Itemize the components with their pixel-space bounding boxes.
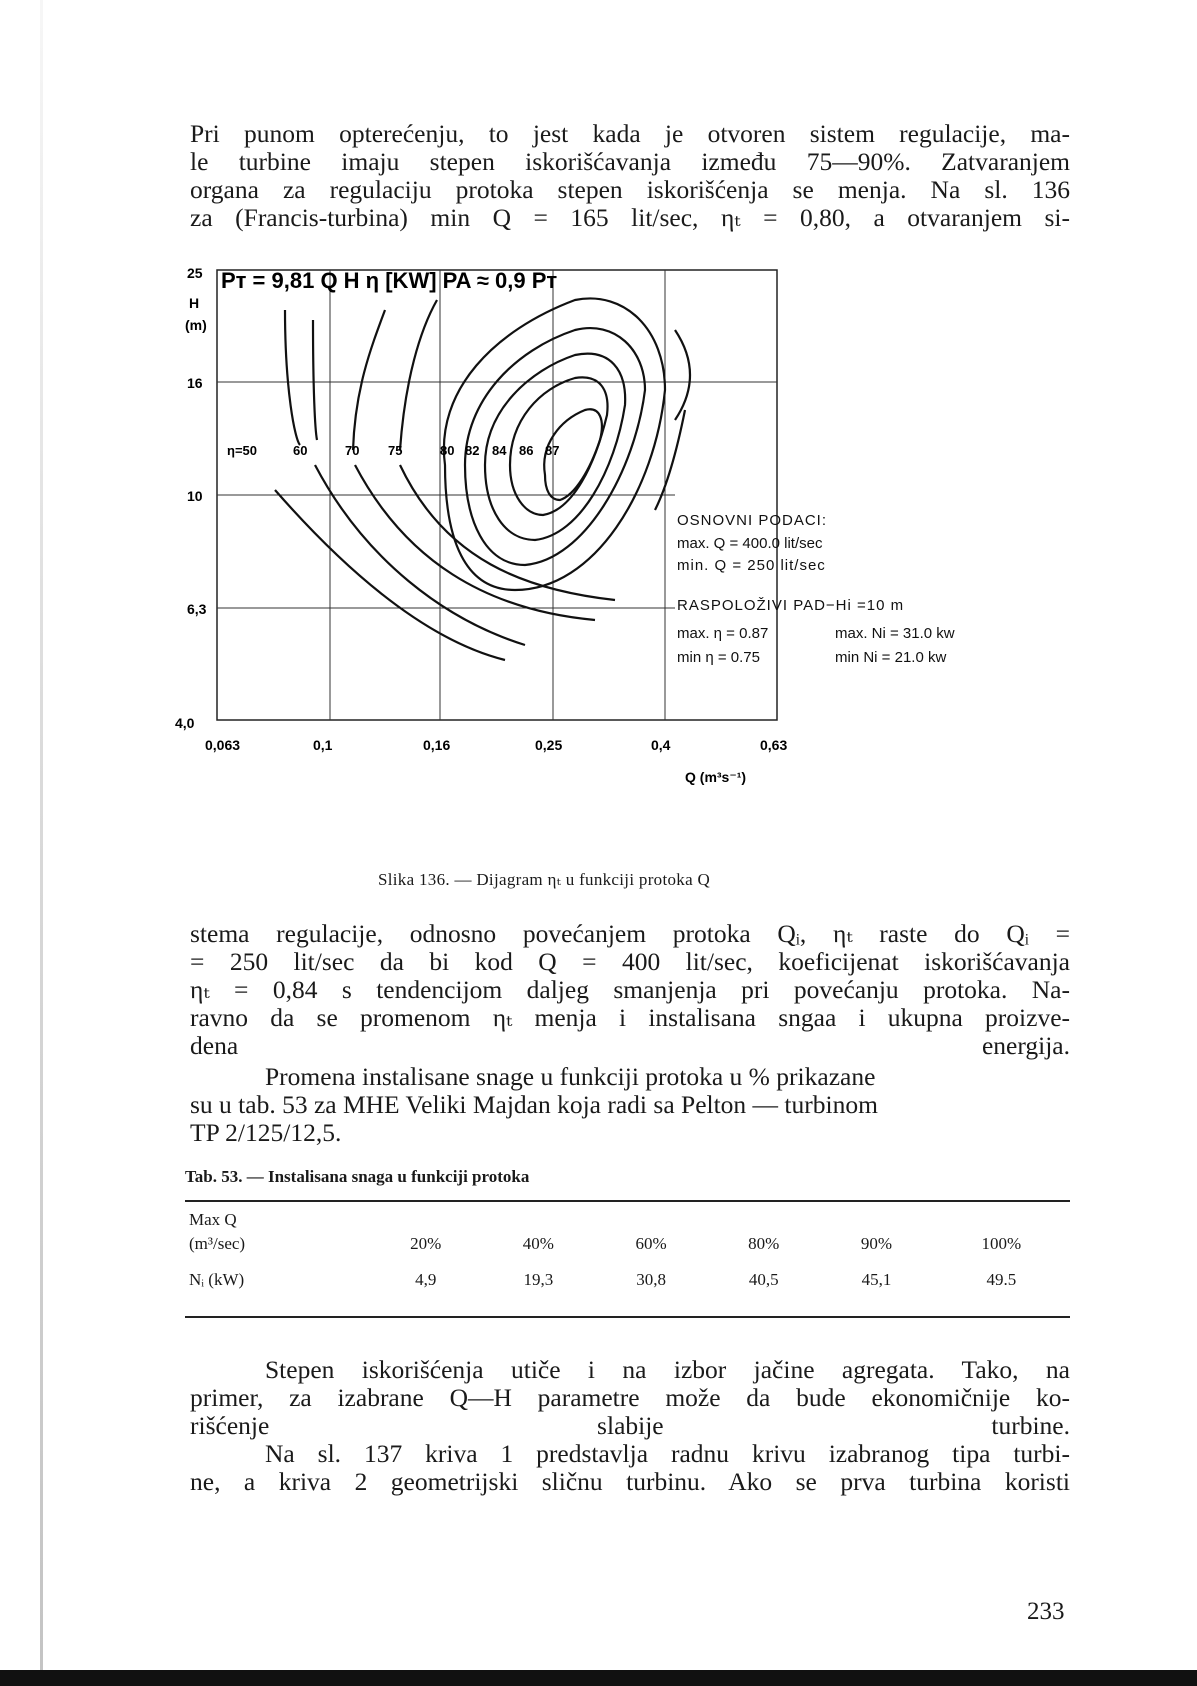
table-row-label: Nᵢ (kW) xyxy=(189,1270,245,1289)
table-cell: 49.5 xyxy=(986,1270,1017,1289)
x-tick-label: 0,063 xyxy=(205,737,241,753)
x-tick-label: 0,16 xyxy=(423,737,451,753)
paragraph-4 xyxy=(190,1356,1070,1440)
eta-70-line-lower xyxy=(355,465,595,620)
text-line: su u tab. 53 za MHE Veliki Majdan koja radi sa Pelton — turbinom xyxy=(190,1090,878,1119)
x-tick-label: 0,25 xyxy=(535,737,563,753)
eta-label: 70 xyxy=(345,443,360,458)
eta-label: 82 xyxy=(465,443,480,458)
eta-75-line-upper xyxy=(400,300,437,450)
paragraph-5 xyxy=(190,1440,1070,1496)
eta-60-line-upper xyxy=(313,320,317,440)
paragraph-3 xyxy=(190,1063,1070,1147)
eta-50-line-upper xyxy=(285,310,300,445)
y-tick-label: 25 xyxy=(187,265,203,281)
efficiency-diagram xyxy=(175,265,1095,860)
eta-70-line-upper xyxy=(353,310,385,450)
table-header-cell: (m³/sec) xyxy=(189,1234,246,1253)
figure-caption: Slika 136. — Dijagram ηₜ u funkciji protoka Q xyxy=(378,870,711,889)
text-line: Pri punom opterećenju, to jest kada je otvoren sistem regulacije, ma- xyxy=(190,119,1070,148)
eta-label: η=50 xyxy=(227,443,257,458)
eta-label: 84 xyxy=(492,443,507,458)
eta-label: 87 xyxy=(545,443,560,458)
x-axis-label: Q (m³s⁻¹) xyxy=(685,769,747,785)
table-cell: 45,1 xyxy=(861,1270,892,1289)
text-line: Promena instalisane snage u funkciji protoka u % prikazane xyxy=(265,1062,876,1091)
table-column-header: 90% xyxy=(860,1234,893,1253)
eta-60-line-lower xyxy=(315,465,525,645)
eta-contours xyxy=(275,298,690,660)
table-bottom-rule xyxy=(185,1316,1070,1318)
table-column-header: 100% xyxy=(981,1234,1022,1253)
text-line: za (Francis-turbina) min Q = 165 lit/sec, ηₜ = 0,80, a otvaranjem si- xyxy=(190,203,1070,232)
y-tick-label: 10 xyxy=(187,488,203,504)
table-row xyxy=(185,1200,1070,1232)
text-line: Stepen iskorišćenja utiče i na izbor jačine agregata. Tako, na xyxy=(265,1355,1070,1384)
info-line: min. Q = 250 lit/sec xyxy=(677,557,826,574)
info-line: max. η = 0.87 xyxy=(677,625,769,642)
x-tick-label: 0,63 xyxy=(760,737,788,753)
scan-edge xyxy=(40,0,43,1686)
table-row xyxy=(185,1256,1070,1292)
y-tick-label: 6,3 xyxy=(187,601,207,617)
text-line: stema regulacije, odnosno povećanjem protoka Qᵢ, ηₜ raste do Qᵢ = xyxy=(190,919,1070,948)
scan-bottom-edge xyxy=(0,1670,1197,1686)
text-line: rišćenje slabije turbine. xyxy=(190,1411,1070,1440)
text-line: primer, za izabrane Q—H parametre može da bude ekonomičnije ko- xyxy=(190,1383,1070,1412)
eta-80-right-edge xyxy=(675,330,690,420)
text-line: le turbine imaju stepen iskorišćavanja između 75—90%. Zatvaranjem xyxy=(190,147,1070,176)
info-line: max. Q = 400.0 lit/sec xyxy=(677,535,823,552)
eta-label: 60 xyxy=(293,443,308,458)
table-column-header: 20% xyxy=(410,1234,442,1253)
text-line: = 250 lit/sec da bi kod Q = 400 lit/sec, koeficijenat iskorišćavanja xyxy=(190,947,1070,976)
paragraph-1 xyxy=(190,120,1070,232)
text-line: ηₜ = 0,84 s tendencijom daljeg smanjenja pri povećanju protoka. Na- xyxy=(190,975,1070,1004)
table-column-header: 60% xyxy=(635,1234,667,1253)
text-line: organa za regulaciju protoka stepen iskorišćenja se menja. Na sl. 136 xyxy=(190,175,1070,204)
table-cell: 40,5 xyxy=(748,1270,779,1289)
page-number: 233 xyxy=(1027,1598,1065,1625)
eta-label: 75 xyxy=(388,443,403,458)
text-line: ne, a kriva 2 geometrijski sličnu turbinu. Ako se prva turbina koristi xyxy=(190,1467,1070,1496)
formula-label: Pт = 9,81 Q H η [KW] PA ≈ 0,9 Pт xyxy=(221,268,558,293)
power-table xyxy=(185,1200,1070,1292)
text-line: Na sl. 137 kriva 1 predstavlja radnu krivu izabranog tipa turbi- xyxy=(265,1439,1070,1468)
eta-label: 86 xyxy=(519,443,534,458)
text-line: TP 2/125/12,5. xyxy=(190,1118,342,1147)
y-axis-label: H xyxy=(189,295,200,311)
text-line: dena energija. xyxy=(190,1031,1070,1060)
y-tick-label: 4,0 xyxy=(175,715,195,731)
table-row xyxy=(185,1232,1070,1256)
table-column-header: 80% xyxy=(748,1234,780,1253)
table-cell: 19,3 xyxy=(523,1270,554,1289)
y-tick-label: 16 xyxy=(187,375,203,391)
paragraph-2 xyxy=(190,920,1070,1060)
table-cell: 4,9 xyxy=(415,1270,437,1289)
info-line: min Ni = 21.0 kw xyxy=(835,649,947,666)
table-column-header: 40% xyxy=(522,1234,554,1253)
info-heading: OSNOVNI PODACI: xyxy=(677,512,828,529)
table-cell: 30,8 xyxy=(636,1270,666,1289)
table-title: Tab. 53. — Instalisana snaga u funkciji protoka xyxy=(185,1167,530,1186)
y-axis-unit: (m) xyxy=(185,317,207,333)
x-tick-label: 0,1 xyxy=(313,737,333,753)
table-header-cell: Max Q xyxy=(189,1210,237,1229)
x-tick-label: 0,4 xyxy=(651,737,671,753)
info-line: RASPOLOŽIVI PAD−Hi =10 m xyxy=(677,597,905,614)
text-line: ravno da se promenom ηₜ menja i instalisana sngaa i ukupna proizve- xyxy=(190,1003,1070,1032)
info-line: max. Ni = 31.0 kw xyxy=(835,625,955,642)
eta-label: 80 xyxy=(440,443,455,458)
info-line: min η = 0.75 xyxy=(677,649,760,666)
